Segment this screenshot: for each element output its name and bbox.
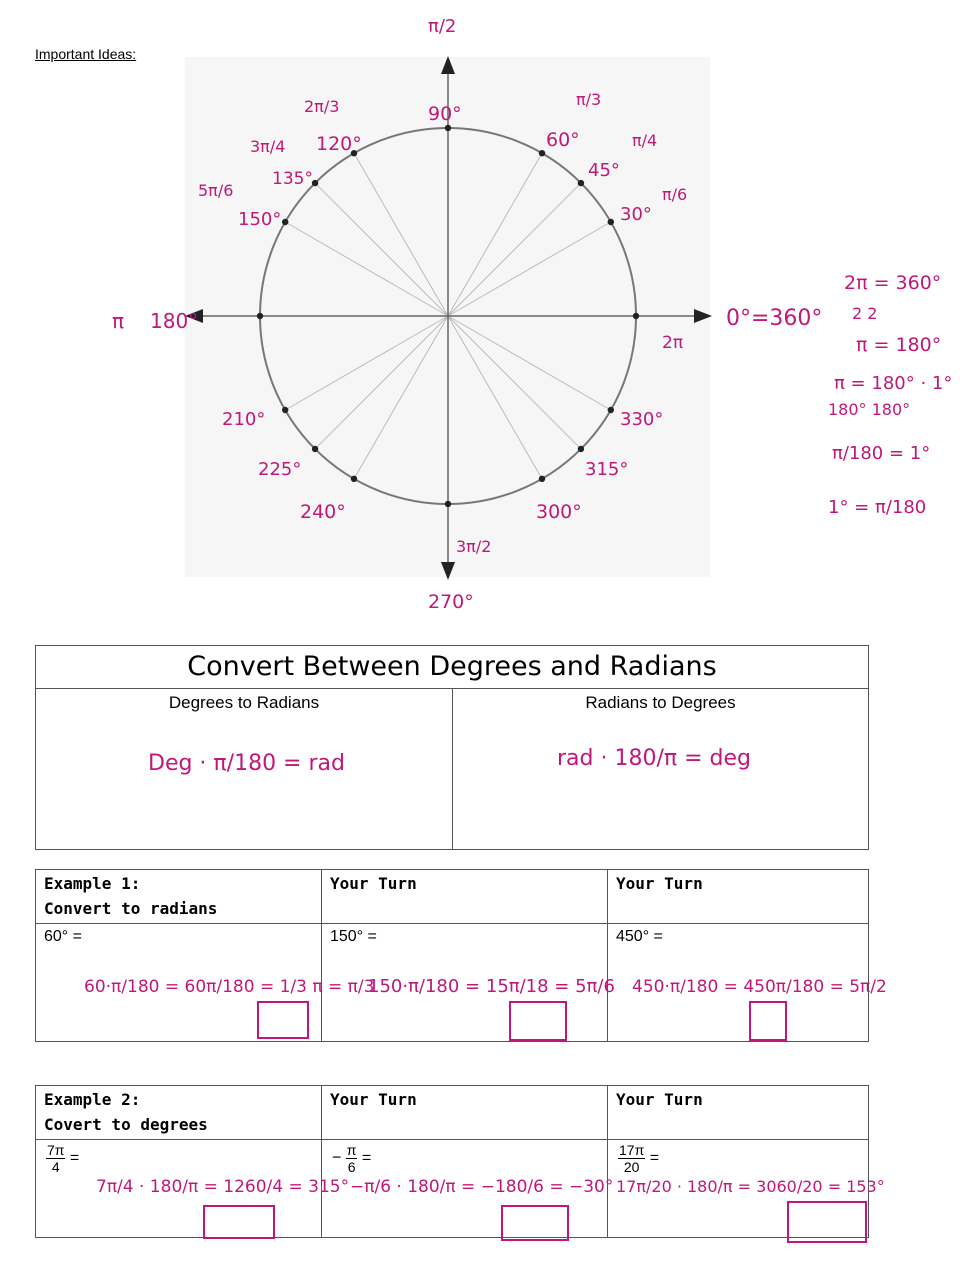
rad-pi-2: π/2 [428, 16, 457, 37]
example2-p1-num: 7π [47, 1142, 65, 1158]
example2-p2-sign: − [332, 1149, 342, 1167]
example2-label [36, 1086, 322, 1140]
label-225: 225° [258, 459, 302, 480]
deg-to-rad-header: Degrees to Radians [168, 693, 320, 712]
side-notes [818, 265, 973, 530]
example2-title: Example 2: [44, 1090, 141, 1109]
example2-your-turn-2: Your Turn [608, 1086, 869, 1140]
rad-pi-6: π/6 [662, 185, 688, 204]
example2-p1-eq: = [69, 1149, 80, 1167]
deg-to-rad-cell [36, 689, 453, 850]
rad-to-deg-formula: rad · 180/π = deg [557, 746, 752, 771]
label-135: 135° [272, 169, 313, 189]
rad-2pi-3: 2π/3 [304, 97, 340, 116]
example1-problem-3: 450° = [616, 928, 663, 945]
example2-p3-eq: = [649, 1149, 660, 1167]
rad-3pi-2: 3π/2 [456, 537, 492, 556]
example1-your-turn-2: Your Turn [608, 870, 869, 924]
example2-p1-den: 4 [51, 1159, 60, 1175]
example2-cell-3 [608, 1140, 885, 1238]
rad-pi-4: π/4 [632, 131, 658, 150]
rad-3pi-4: 3π/4 [250, 137, 286, 156]
note-line-3: π = 180° · 1° [834, 373, 953, 394]
example1-work-3: 450·π/180 = 450π/180 = 5π/2 [632, 977, 887, 997]
rad-to-deg-cell [453, 689, 869, 850]
label-30: 30° [620, 204, 652, 225]
example2-p2-den: 6 [347, 1159, 356, 1175]
example1-cell-2 [322, 924, 615, 1042]
note-line-4: π/180 = 1° [832, 443, 931, 464]
example1-label [36, 870, 322, 924]
example2-p2-eq: = [361, 1149, 372, 1167]
rad-2pi: 2π [662, 333, 684, 353]
conversion-table [35, 645, 869, 850]
example2-work-1: 7π/4 · 180/π = 1260/4 = 315° [96, 1177, 350, 1197]
label-330: 330° [620, 409, 664, 430]
example1-cell-3 [608, 924, 887, 1042]
conversion-title: Convert Between Degrees and Radians [36, 646, 869, 689]
rad-pi: π [112, 309, 125, 333]
example1-work-2: 150·π/180 = 15π/18 = 5π/6 [368, 976, 615, 997]
label-240: 240° [300, 501, 346, 523]
label-60: 60° [546, 129, 580, 151]
example1-problem-2: 150° = [330, 928, 377, 945]
label-90: 90° [428, 103, 462, 125]
label-120: 120° [316, 133, 362, 155]
label-150: 150° [238, 209, 282, 230]
example1-table [35, 869, 887, 1042]
example1-subtitle: Convert to radians [44, 899, 218, 918]
example1-your-turn-1: Your Turn [322, 870, 608, 924]
rad-to-deg-header: Radians to Degrees [585, 693, 736, 712]
deg-to-rad-formula: Deg · π/180 = rad [148, 751, 345, 776]
label-300: 300° [536, 501, 582, 523]
example2-work-3: 17π/20 · 180/π = 3060/20 = 153° [616, 1177, 885, 1196]
example2-cell-1 [36, 1140, 350, 1238]
note-line-1: 2π = 360° [844, 272, 942, 294]
label-315: 315° [585, 459, 629, 480]
label-270: 270° [428, 591, 474, 613]
example2-table [35, 1085, 885, 1238]
example2-cell-2 [322, 1140, 614, 1238]
example2-p3-den: 20 [623, 1159, 640, 1175]
label-45: 45° [588, 160, 620, 181]
example1-title: Example 1: [44, 874, 141, 893]
example2-subtitle: Covert to degrees [44, 1115, 208, 1134]
example2-p3-num: 17π [619, 1142, 645, 1158]
example2-p2-num: π [346, 1142, 357, 1158]
example2-work-2: −π/6 · 180/π = −180/6 = −30° [350, 1177, 614, 1197]
example2-your-turn-1: Your Turn [322, 1086, 608, 1140]
rad-5pi-6: 5π/6 [198, 181, 234, 200]
example1-work-1: 60·π/180 = 60π/180 = 1/3 π = π/3 [84, 977, 375, 997]
note-line-1b: 2 2 [852, 304, 878, 323]
label-0: 0°=360° [726, 306, 823, 331]
rad-pi-3: π/3 [576, 90, 602, 109]
label-180: 180° [150, 309, 199, 333]
note-line-2: π = 180° [856, 334, 942, 356]
label-210: 210° [222, 409, 266, 430]
important-ideas-heading: Important Ideas: [35, 46, 137, 62]
note-line-5: 1° = π/180 [828, 497, 927, 518]
example1-problem-1: 60° = [44, 928, 82, 945]
note-line-3b: 180° 180° [828, 400, 911, 419]
